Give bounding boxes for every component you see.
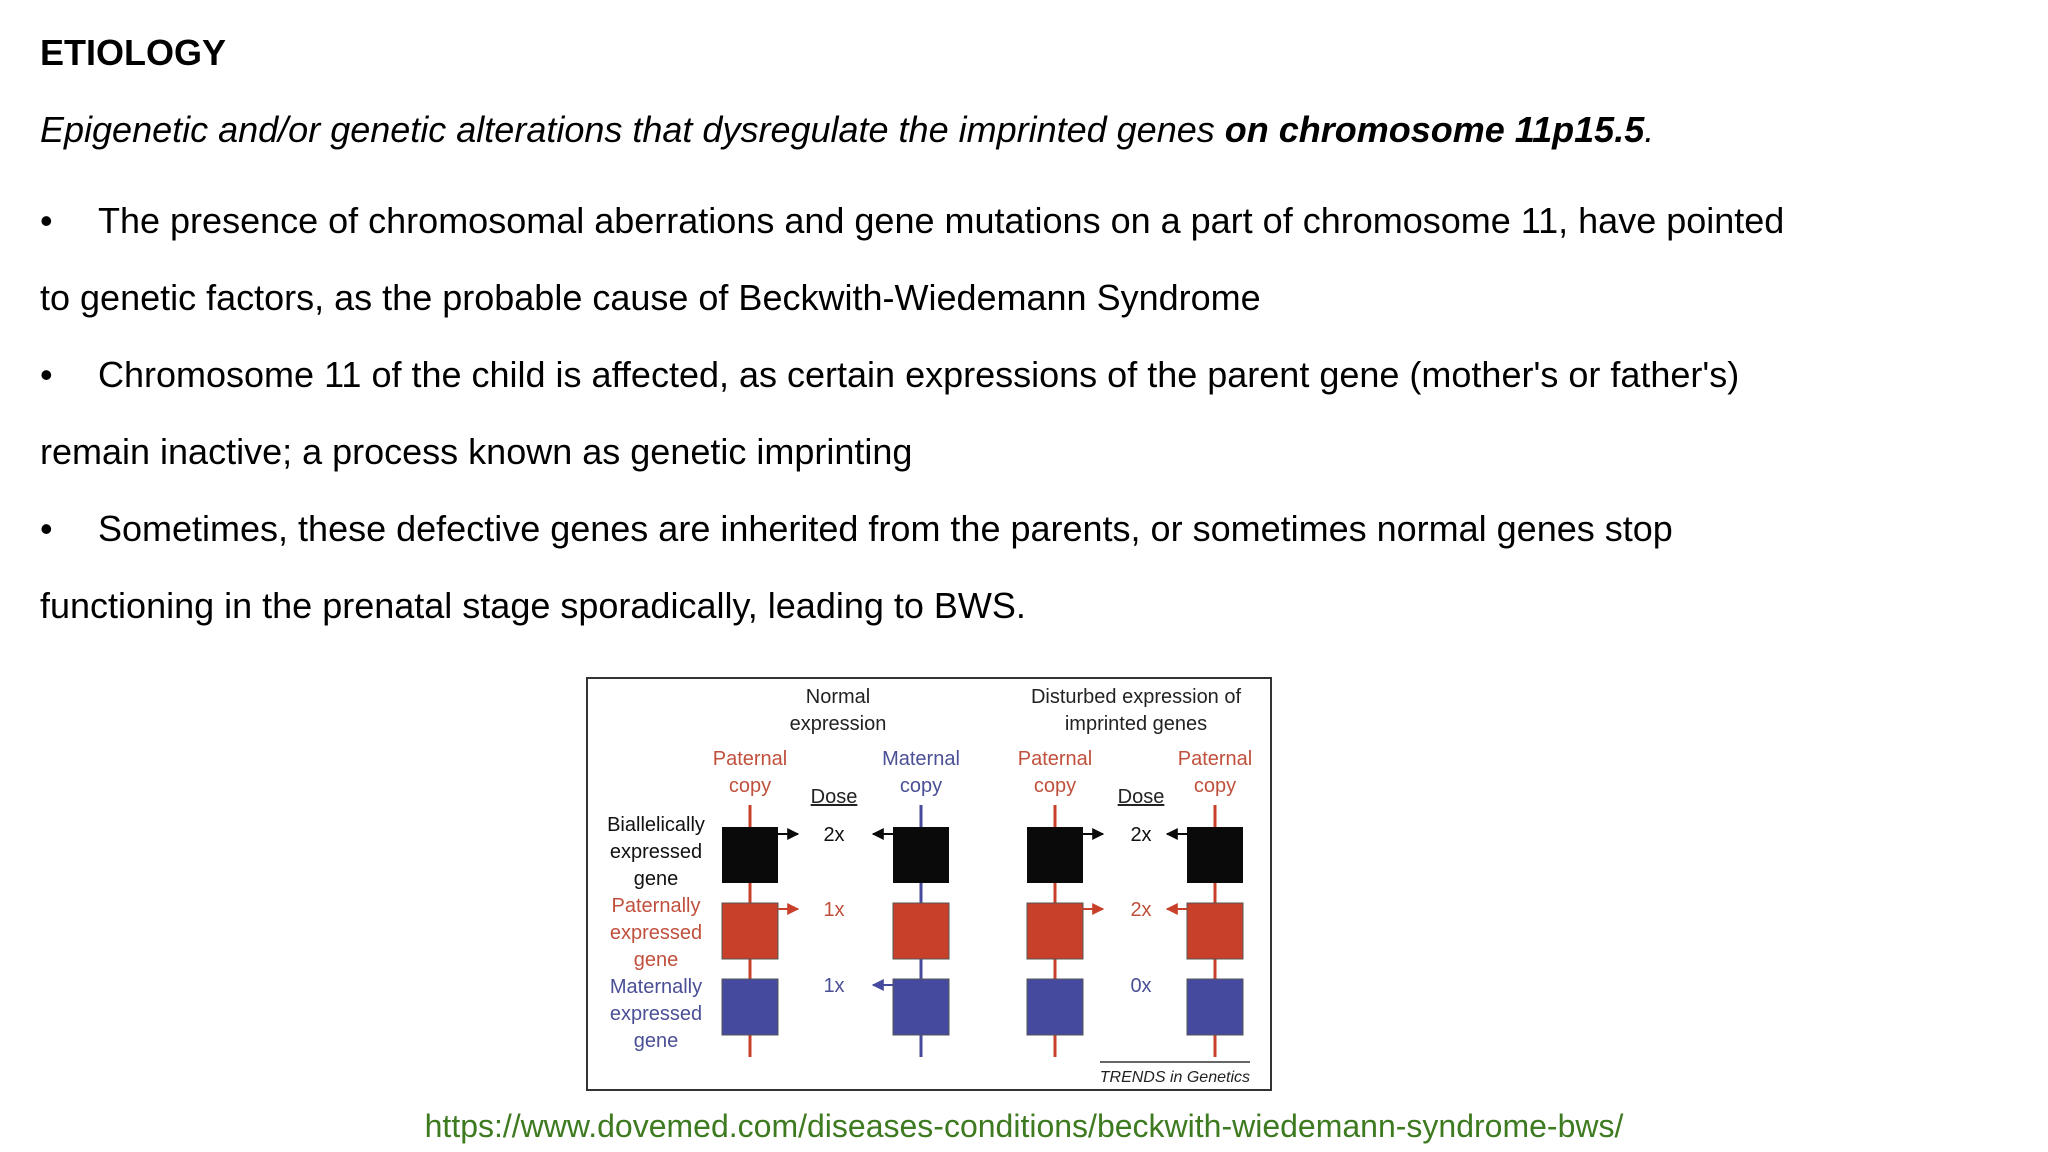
dose-label: Dose bbox=[810, 786, 858, 808]
source-url[interactable]: https://www.dovemed.com/diseases-conditions/beckwith-wiedemann-syndrome-bws/ bbox=[424, 1108, 1624, 1144]
bullet-item bbox=[40, 182, 2020, 336]
row-label-paternal: expressed bbox=[609, 922, 703, 944]
gene-box-paternal bbox=[1027, 903, 1083, 959]
slide-subtitle bbox=[40, 105, 2020, 155]
paternal-copy-label: copy bbox=[1033, 775, 1077, 797]
bullet-text-line1: Sometimes, these defective genes are inherited from the parents, or sometimes normal genes stop bbox=[98, 508, 1673, 549]
paternal-copy-label: Paternal bbox=[712, 748, 788, 770]
figure-credit: TRENDS in Genetics bbox=[1099, 1069, 1250, 1086]
gene-box-maternal bbox=[722, 979, 778, 1035]
disturbed-title-line2: imprinted genes bbox=[1064, 713, 1208, 735]
subtitle-period: . bbox=[1644, 109, 1655, 150]
row-label-maternal: gene bbox=[633, 1030, 679, 1052]
gene-box-paternal bbox=[1187, 903, 1243, 959]
gene-box-biallelic bbox=[1187, 827, 1243, 883]
normal-title-line2: expression bbox=[789, 713, 887, 735]
bullet-text-line2: functioning in the prenatal stage sporadically, leading to BWS. bbox=[40, 585, 1026, 626]
gene-box-maternal bbox=[1027, 979, 1083, 1035]
row-label-maternal: expressed bbox=[609, 1003, 703, 1025]
bullet-icon: • bbox=[40, 354, 53, 395]
bullet-text-line2: to genetic factors, as the probable cause of Beckwith-Wiedemann Syndrome bbox=[40, 277, 1261, 318]
paternal-copy-label: copy bbox=[728, 775, 772, 797]
paternal-copy-label: Paternal bbox=[1017, 748, 1093, 770]
dose-value-paternal: 1x bbox=[823, 899, 845, 921]
imprinting-diagram bbox=[586, 677, 1272, 1091]
row-label-biallelic: Biallelically bbox=[607, 814, 705, 836]
disturbed-title-line1: Disturbed expression of bbox=[1030, 686, 1242, 708]
subtitle-bold-text: on chromosome 11p15.5 bbox=[1224, 109, 1645, 150]
gene-box-biallelic bbox=[893, 827, 949, 883]
paternal-copy-label: Paternal bbox=[1177, 748, 1253, 770]
row-label-maternal: Maternally bbox=[609, 976, 703, 998]
maternal-copy-label: Maternal bbox=[882, 748, 960, 770]
bullet-item bbox=[40, 490, 2020, 644]
dose-value-paternal: 2x bbox=[1130, 899, 1152, 921]
row-label-biallelic: expressed bbox=[609, 841, 703, 863]
bullet-text-line1: Chromosome 11 of the child is affected, as certain expressions of the parent gene (mother's or father's) bbox=[98, 354, 1740, 395]
bullet-icon: • bbox=[40, 508, 53, 549]
paternal-copy-label: copy bbox=[1193, 775, 1237, 797]
row-label-paternal: gene bbox=[633, 949, 679, 971]
gene-box-biallelic bbox=[722, 827, 778, 883]
dose-value-maternal: 1x bbox=[823, 975, 845, 997]
bullet-icon: • bbox=[40, 200, 53, 241]
maternal-copy-label: copy bbox=[899, 775, 943, 797]
gene-box-maternal bbox=[893, 979, 949, 1035]
slide-content bbox=[40, 28, 2020, 644]
bullet-text-line1: The presence of chromosomal aberrations and gene mutations on a part of chromosome 11, have pointed bbox=[98, 200, 1785, 241]
row-label-biallelic: gene bbox=[633, 868, 679, 890]
slide-heading: ETIOLOGY bbox=[40, 32, 227, 73]
dose-label: Dose bbox=[1117, 786, 1165, 808]
dose-value-biallelic: 2x bbox=[1130, 824, 1152, 846]
gene-box-maternal bbox=[1187, 979, 1243, 1035]
gene-box-biallelic bbox=[1027, 827, 1083, 883]
subtitle-italic-text: Epigenetic and/or genetic alterations that dysregulate the imprinted genes bbox=[40, 109, 1225, 150]
bullet-text-line2: remain inactive; a process known as genetic imprinting bbox=[40, 431, 913, 472]
gene-box-paternal bbox=[893, 903, 949, 959]
gene-box-paternal bbox=[722, 903, 778, 959]
dose-value-maternal: 0x bbox=[1130, 975, 1152, 997]
row-label-paternal: Paternally bbox=[611, 895, 701, 917]
dose-value-biallelic: 2x bbox=[823, 824, 845, 846]
bullet-item bbox=[40, 336, 2020, 490]
normal-title-line1: Normal bbox=[805, 686, 871, 708]
